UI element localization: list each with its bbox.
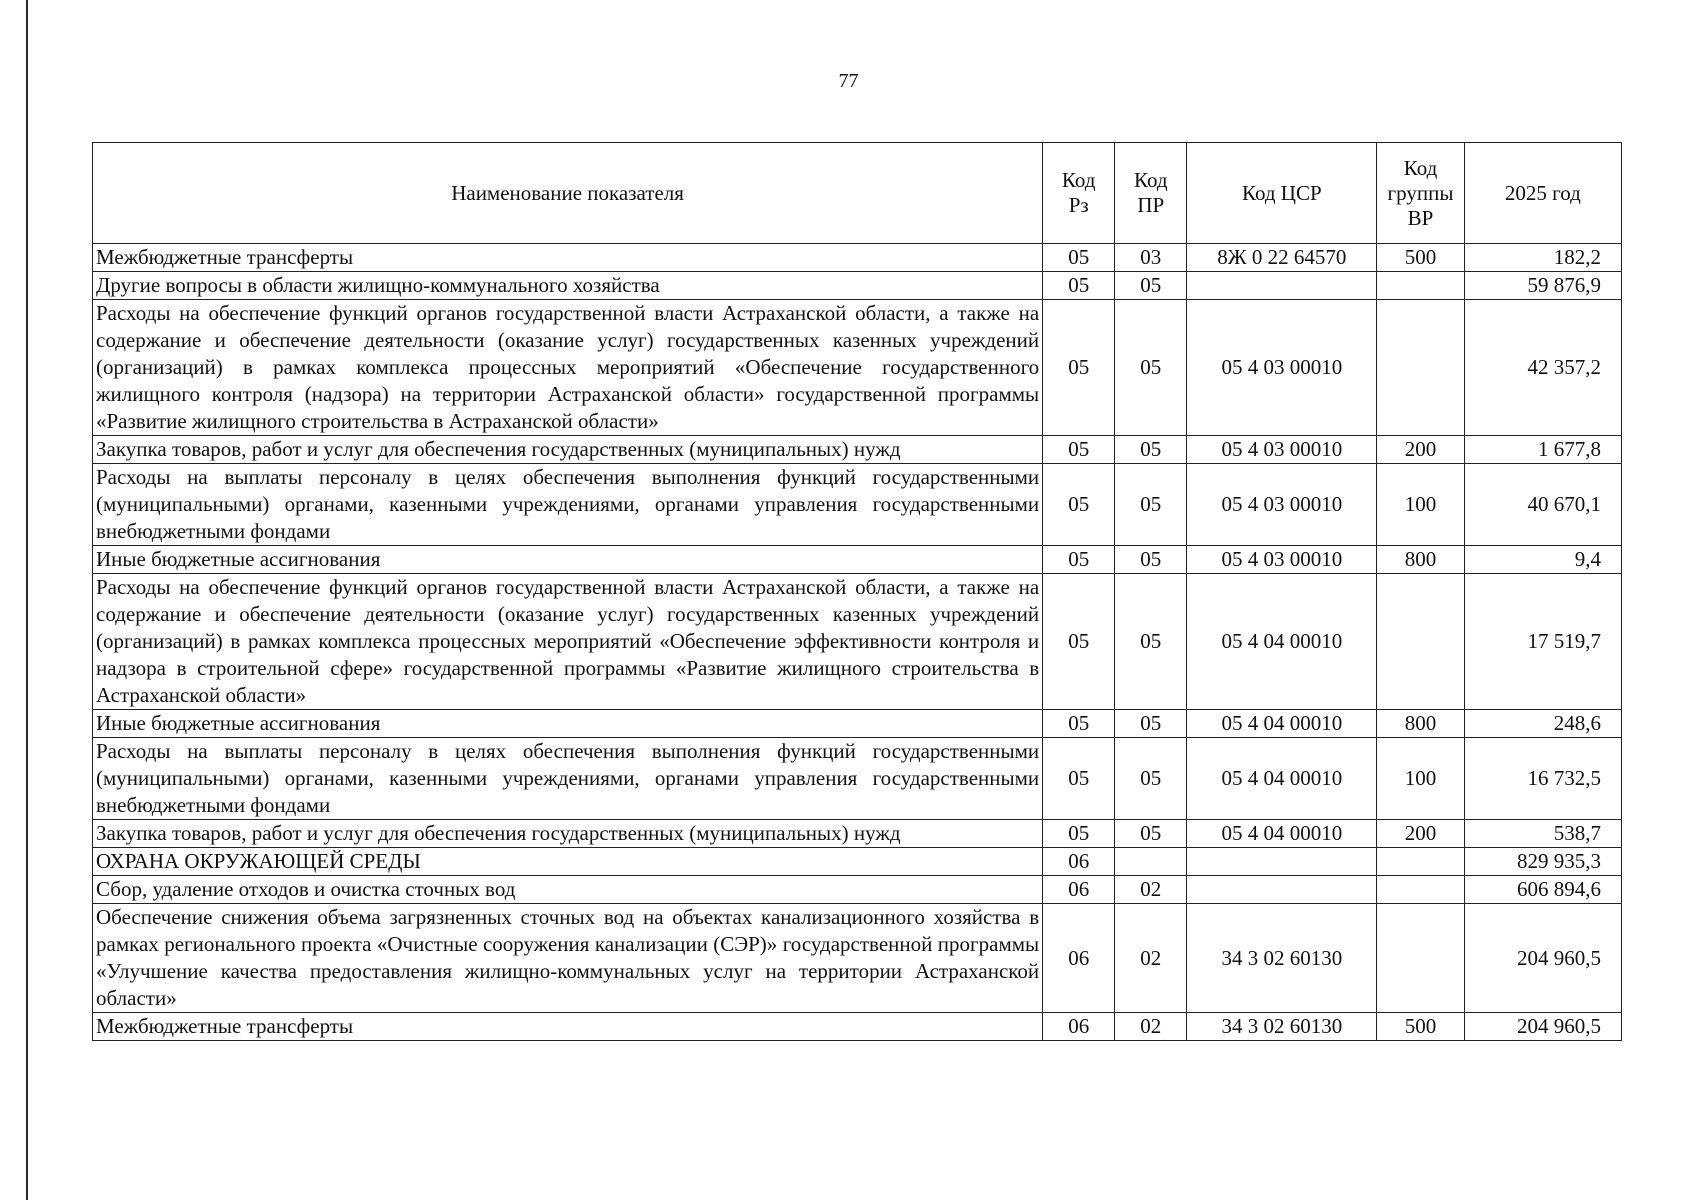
row-vr: 200 bbox=[1377, 820, 1464, 848]
row-name: Закупка товаров, работ и услуг для обеспечения государственных (муниципальных) нужд bbox=[93, 820, 1043, 848]
row-rz: 05 bbox=[1043, 820, 1115, 848]
table-row bbox=[93, 574, 1622, 710]
row-amount: 16 732,5 bbox=[1464, 738, 1621, 820]
row-rz: 05 bbox=[1043, 300, 1115, 436]
row-vr bbox=[1377, 300, 1464, 436]
row-amount: 829 935,3 bbox=[1464, 848, 1621, 876]
row-amount: 17 519,7 bbox=[1464, 574, 1621, 710]
row-amount: 204 960,5 bbox=[1464, 1013, 1621, 1041]
table-row bbox=[93, 436, 1622, 464]
row-amount: 248,6 bbox=[1464, 710, 1621, 738]
row-csr: 05 4 03 00010 bbox=[1187, 436, 1377, 464]
row-csr: 05 4 04 00010 bbox=[1187, 710, 1377, 738]
table-row bbox=[93, 1013, 1622, 1041]
row-amount: 42 357,2 bbox=[1464, 300, 1621, 436]
table-row bbox=[93, 848, 1622, 876]
row-vr bbox=[1377, 574, 1464, 710]
row-amount: 204 960,5 bbox=[1464, 904, 1621, 1013]
row-amount: 59 876,9 bbox=[1464, 272, 1621, 300]
row-rz: 05 bbox=[1043, 546, 1115, 574]
table-header-row bbox=[93, 143, 1622, 244]
row-csr: 05 4 03 00010 bbox=[1187, 546, 1377, 574]
row-pr: 05 bbox=[1115, 738, 1187, 820]
row-pr: 05 bbox=[1115, 272, 1187, 300]
row-pr: 05 bbox=[1115, 464, 1187, 546]
row-name: Иные бюджетные ассигнования bbox=[93, 710, 1043, 738]
row-rz: 05 bbox=[1043, 710, 1115, 738]
table-row bbox=[93, 244, 1622, 272]
row-name: Другие вопросы в области жилищно-коммунального хозяйства bbox=[93, 272, 1043, 300]
row-name: Межбюджетные трансферты bbox=[93, 1013, 1043, 1041]
table-row bbox=[93, 272, 1622, 300]
row-pr: 05 bbox=[1115, 436, 1187, 464]
row-name: Расходы на выплаты персоналу в целях обеспечения выполнения функций государственными (муниципальными) органами, казенными учреждениями, органами управления государственными внебюджетными фондами bbox=[93, 738, 1043, 820]
row-pr: 05 bbox=[1115, 820, 1187, 848]
row-vr: 100 bbox=[1377, 464, 1464, 546]
table-row bbox=[93, 300, 1622, 436]
row-amount: 1 677,8 bbox=[1464, 436, 1621, 464]
row-csr: 34 3 02 60130 bbox=[1187, 1013, 1377, 1041]
row-rz: 06 bbox=[1043, 904, 1115, 1013]
table-row bbox=[93, 546, 1622, 574]
header-rz: Код Рз bbox=[1043, 143, 1115, 244]
header-csr: Код ЦСР bbox=[1187, 143, 1377, 244]
row-pr bbox=[1115, 848, 1187, 876]
table-row bbox=[93, 820, 1622, 848]
row-name: ОХРАНА ОКРУЖАЮЩЕЙ СРЕДЫ bbox=[93, 848, 1043, 876]
header-pr: Код ПР bbox=[1115, 143, 1187, 244]
budget-table bbox=[92, 142, 1622, 1041]
header-name: Наименование показателя bbox=[93, 143, 1043, 244]
table-row bbox=[93, 710, 1622, 738]
row-rz: 05 bbox=[1043, 574, 1115, 710]
row-amount: 606 894,6 bbox=[1464, 876, 1621, 904]
row-amount: 182,2 bbox=[1464, 244, 1621, 272]
row-csr bbox=[1187, 876, 1377, 904]
table-row bbox=[93, 738, 1622, 820]
row-name: Расходы на выплаты персоналу в целях обеспечения выполнения функций государственными (муниципальными) органами, казенными учреждениями, органами управления государственными внебюджетными фондами bbox=[93, 464, 1043, 546]
row-name: Обеспечение снижения объема загрязненных сточных вод на объектах канализационного хозяйства в рамках регионального проекта «Очистные сооружения канализации (СЭР)» государственной программы «Улучшение качества предоставления жилищно-коммунальных услуг на территории Астраханской области» bbox=[93, 904, 1043, 1013]
row-pr: 05 bbox=[1115, 546, 1187, 574]
row-rz: 05 bbox=[1043, 738, 1115, 820]
row-pr: 02 bbox=[1115, 904, 1187, 1013]
row-vr bbox=[1377, 876, 1464, 904]
row-name: Сбор, удаление отходов и очистка сточных вод bbox=[93, 876, 1043, 904]
row-vr bbox=[1377, 272, 1464, 300]
row-name: Закупка товаров, работ и услуг для обеспечения государственных (муниципальных) нужд bbox=[93, 436, 1043, 464]
row-vr: 500 bbox=[1377, 1013, 1464, 1041]
row-pr: 05 bbox=[1115, 574, 1187, 710]
row-vr bbox=[1377, 904, 1464, 1013]
row-rz: 06 bbox=[1043, 876, 1115, 904]
row-csr bbox=[1187, 272, 1377, 300]
row-name: Иные бюджетные ассигнования bbox=[93, 546, 1043, 574]
row-vr: 800 bbox=[1377, 546, 1464, 574]
row-pr: 03 bbox=[1115, 244, 1187, 272]
row-csr: 05 4 03 00010 bbox=[1187, 464, 1377, 546]
row-csr: 34 3 02 60130 bbox=[1187, 904, 1377, 1013]
binding-line bbox=[26, 0, 28, 1200]
row-rz: 05 bbox=[1043, 272, 1115, 300]
header-vr: Код группы ВР bbox=[1377, 143, 1464, 244]
row-rz: 06 bbox=[1043, 1013, 1115, 1041]
row-csr: 05 4 04 00010 bbox=[1187, 820, 1377, 848]
table-row bbox=[93, 876, 1622, 904]
row-rz: 05 bbox=[1043, 436, 1115, 464]
row-csr bbox=[1187, 848, 1377, 876]
page-number: 77 bbox=[838, 70, 859, 92]
row-csr: 05 4 04 00010 bbox=[1187, 574, 1377, 710]
table-row bbox=[93, 904, 1622, 1013]
row-rz: 05 bbox=[1043, 464, 1115, 546]
row-pr: 02 bbox=[1115, 1013, 1187, 1041]
row-vr: 800 bbox=[1377, 710, 1464, 738]
row-vr bbox=[1377, 848, 1464, 876]
row-vr: 100 bbox=[1377, 738, 1464, 820]
row-csr: 8Ж 0 22 64570 bbox=[1187, 244, 1377, 272]
row-vr: 500 bbox=[1377, 244, 1464, 272]
row-pr: 02 bbox=[1115, 876, 1187, 904]
row-pr: 05 bbox=[1115, 300, 1187, 436]
row-pr: 05 bbox=[1115, 710, 1187, 738]
row-vr: 200 bbox=[1377, 436, 1464, 464]
table-row bbox=[93, 464, 1622, 546]
row-name: Расходы на обеспечение функций органов государственной власти Астраханской области, а также на содержание и обеспечение деятельности (оказание услуг) государственных казенных учреждений (организаций) в рамках комплекса процессных мероприятий «Обеспечение государственного жилищного контроля (надзора) на территории Астраханской области» государственной программы «Развитие жилищного строительства в Астраханской области» bbox=[93, 300, 1043, 436]
row-name: Межбюджетные трансферты bbox=[93, 244, 1043, 272]
row-rz: 06 bbox=[1043, 848, 1115, 876]
row-csr: 05 4 04 00010 bbox=[1187, 738, 1377, 820]
row-amount: 538,7 bbox=[1464, 820, 1621, 848]
row-rz: 05 bbox=[1043, 244, 1115, 272]
row-amount: 9,4 bbox=[1464, 546, 1621, 574]
header-year: 2025 год bbox=[1464, 143, 1621, 244]
row-csr: 05 4 03 00010 bbox=[1187, 300, 1377, 436]
row-name: Расходы на обеспечение функций органов государственной власти Астраханской области, а также на содержание и обеспечение деятельности (оказание услуг) государственных казенных учреждений (организаций) в рамках комплекса процессных мероприятий «Обеспечение эффективности контроля и надзора в строительной сфере» государственной программы «Развитие жилищного строительства в Астраханской области» bbox=[93, 574, 1043, 710]
row-amount: 40 670,1 bbox=[1464, 464, 1621, 546]
